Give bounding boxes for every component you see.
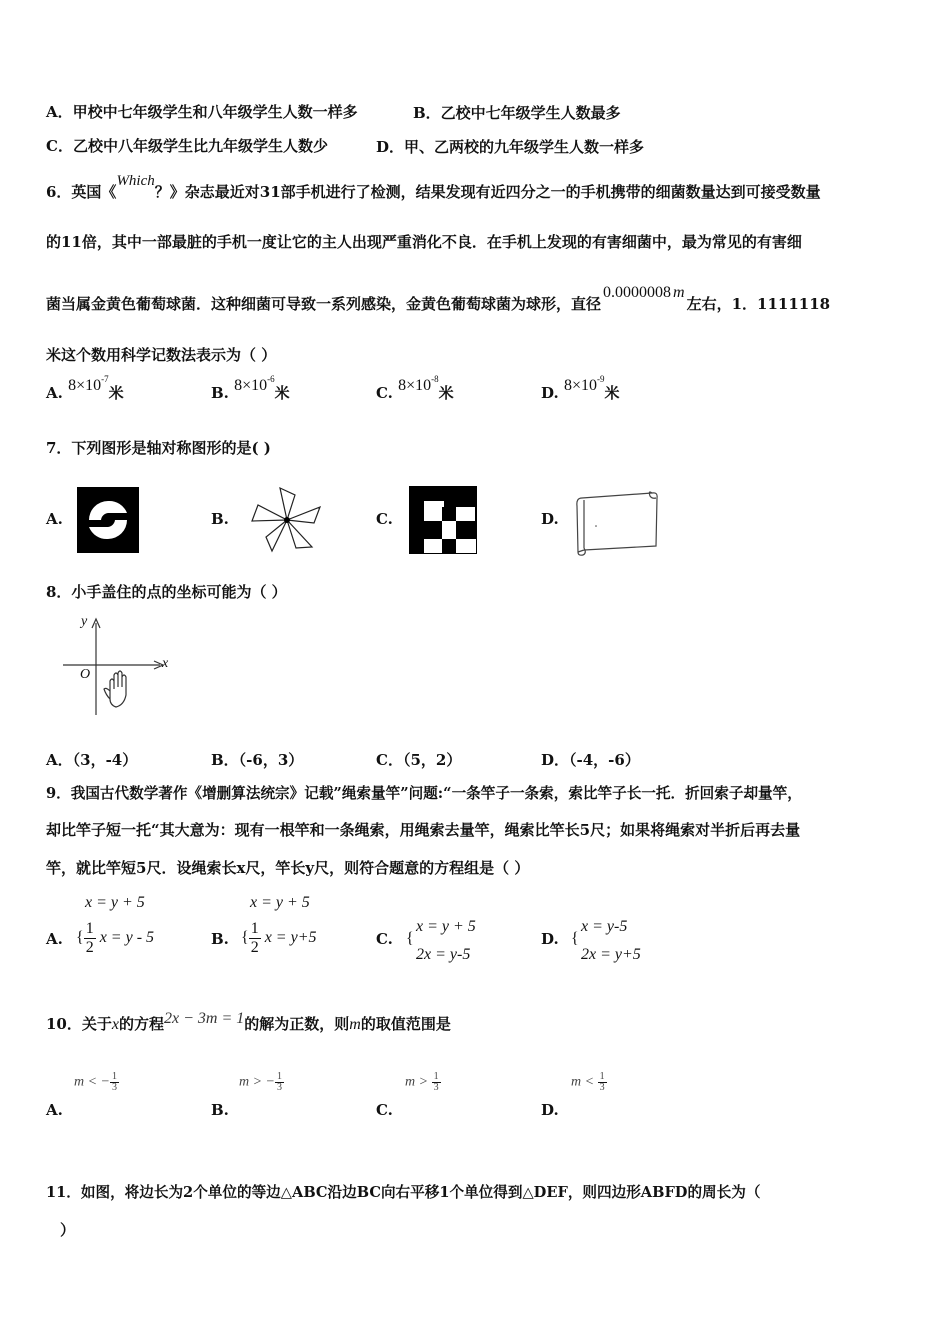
q7-label-b: B.: [211, 510, 229, 528]
q6-option-a-label: A.: [46, 384, 63, 402]
q9-option-b-eq1: x = y + 5: [250, 894, 310, 911]
q10-option-a-label: A.: [46, 1101, 63, 1119]
q9-line-3: 竿，就比竿短5尺．设绳索长x尺，竿长y尺，则符合题意的方程组是（ ）: [46, 859, 530, 877]
q10-option-b-label: B.: [211, 1101, 229, 1119]
q6-option-b: [211, 374, 290, 403]
q7-figure-c: [409, 486, 477, 554]
q11-line-2: ）: [60, 1221, 76, 1239]
q6-option-d-unit: 米: [604, 384, 620, 402]
q10-var-m: m: [349, 1016, 361, 1033]
q6-option-b-value: $8\times 10^{-6}$: [234, 374, 275, 394]
q6-text-1: ？》杂志最近对31部手机进行了检测，结果发现有近四分之一的手机携带的细菌数量达到可接受数量: [154, 183, 821, 201]
q6-line-3: [46, 284, 831, 315]
q10-option-d-label: D.: [541, 1101, 559, 1119]
q9-line-1: 9．我国古代数学著作《增删算法统宗》记载”绳索量竿”问题:“一条竿子一条索，索比竿子长一托．折回索子却量竿，: [46, 785, 802, 802]
q6-option-c: [376, 374, 454, 403]
q6-option-a-value: $8\times 10^{-7}$: [68, 374, 109, 394]
q10-option-c-value: m > $\frac{1}{3}$: [405, 1071, 439, 1093]
q10-var-x: x: [111, 1016, 119, 1033]
q10-option-b-value: m > − $\frac{1}{3}$: [239, 1071, 283, 1093]
q7-label-d: D.: [541, 510, 559, 528]
q10-equation: 2x − 3m = 1: [164, 1010, 245, 1027]
q5-option-d: D．甲、乙两校的九年级学生人数一样多: [376, 138, 645, 156]
q5-option-b: B．乙校中七年级学生人数最多: [413, 104, 621, 122]
q9-line-2: 却比竿子短一托“其大意为：现有一根竿和一条绳索，用绳索去量竿，绳索比竿长5尺；如果将绳索对半折后再去量: [46, 821, 801, 839]
q6-text-3a: 菌当属金黄色葡萄球菌．这种细菌可导致一系列感染，金黄色葡萄球菌为球形，直径: [46, 295, 602, 313]
q9-option-c-eq1: x = y + 5: [416, 918, 476, 935]
q6-option-b-label: B.: [211, 384, 229, 402]
q6-option-d-value: $8\times 10^{-9}$: [563, 374, 605, 394]
q10-prefix: 10．关于: [46, 1015, 112, 1033]
q6-line-4: 米这个数用科学记数法表示为（ ）: [46, 346, 277, 364]
q9-option-b-label: B.: [211, 930, 229, 948]
q9-option-b-system: { $\frac{1}{2}$ x = y+5: [241, 920, 317, 956]
q9-option-a-eq1: x = y + 5: [85, 894, 145, 911]
q5-option-a: A．甲校中七年级学生和八年级学生人数一样多: [46, 103, 358, 121]
q10-post-2: 的取值范围是: [360, 1015, 451, 1033]
q6-diameter: 0.0000008: [603, 284, 672, 301]
q6-unit-m: m: [673, 284, 685, 301]
q10-post-1: 的解为正数，则: [244, 1015, 350, 1033]
q10-stem: [46, 1010, 451, 1035]
q6-option-a: [46, 374, 124, 403]
q7-figure-d: [572, 486, 662, 558]
q7-figure-a: [77, 487, 139, 553]
q6-line-1: [46, 173, 821, 203]
q10-mid: 的方程: [118, 1015, 164, 1033]
q6-line-2: 的11倍，其中一部最脏的手机一度让它的主人出现严重消化不良．在手机上发现的有害细菌中，最为常见的有害细: [46, 233, 802, 251]
q8-axis-y: y: [81, 614, 88, 629]
q10-option-d-value: m < $\frac{1}{3}$: [571, 1071, 605, 1093]
q7-label-c: C.: [376, 510, 393, 528]
q9-option-d-label: D.: [541, 930, 559, 948]
q9-option-c-label: C.: [376, 930, 393, 948]
q7-stem: 7．下列图形是轴对称图形的是( ): [46, 439, 271, 457]
q10-option-a-value: m < − $\frac{1}{3}$: [74, 1071, 118, 1093]
q6-option-d-label: D.: [541, 384, 559, 402]
q10-option-c-label: C.: [376, 1101, 393, 1119]
q6-prefix: 6．英国《: [46, 183, 117, 201]
q6-option-d: [541, 374, 620, 403]
q11-line-1: 11．如图，将边长为2个单位的等边△ABC沿边BC向右平移1个单位得到△DEF，则四边形ABFD的周长为（: [46, 1184, 761, 1201]
q6-option-c-label: C.: [376, 384, 393, 402]
q9-option-a-label: A.: [46, 930, 63, 948]
q9-option-c-brace: {: [406, 930, 414, 947]
q6-option-c-value: $8\times 10^{-8}$: [398, 374, 439, 394]
q9-option-d-eq1: x = y-5: [581, 918, 628, 935]
q6-option-b-unit: 米: [274, 384, 290, 402]
q9-option-d-brace: {: [571, 930, 579, 947]
q7-figure-b: [250, 485, 325, 555]
q6-option-c-unit: 米: [438, 384, 454, 402]
q8-option-c: C．（5，2）: [376, 751, 462, 769]
q6-option-a-unit: 米: [108, 384, 124, 402]
q7-label-a: A.: [46, 510, 63, 528]
q8-axis-x: x: [162, 656, 169, 671]
q8-option-d: D．（-4，-6）: [541, 751, 640, 769]
q5-option-c: C．乙校中八年级学生比九年级学生人数少: [46, 137, 328, 155]
q8-origin: O: [80, 667, 91, 682]
q9-option-a-system: { $\frac{1}{2}$ x = y - 5: [76, 920, 155, 956]
q6-magazine: Which: [116, 173, 155, 189]
q8-option-a: A．（3，-4）: [46, 751, 138, 769]
q9-option-d-eq2: 2x = y+5: [581, 946, 641, 963]
q8-stem: 8．小手盖住的点的坐标可能为（ ）: [46, 583, 287, 601]
q6-text-3b: 左右，1．1111118: [686, 295, 831, 313]
q8-option-b: B．（-6，3）: [211, 751, 304, 769]
q9-option-c-eq2: 2x = y-5: [416, 946, 471, 963]
